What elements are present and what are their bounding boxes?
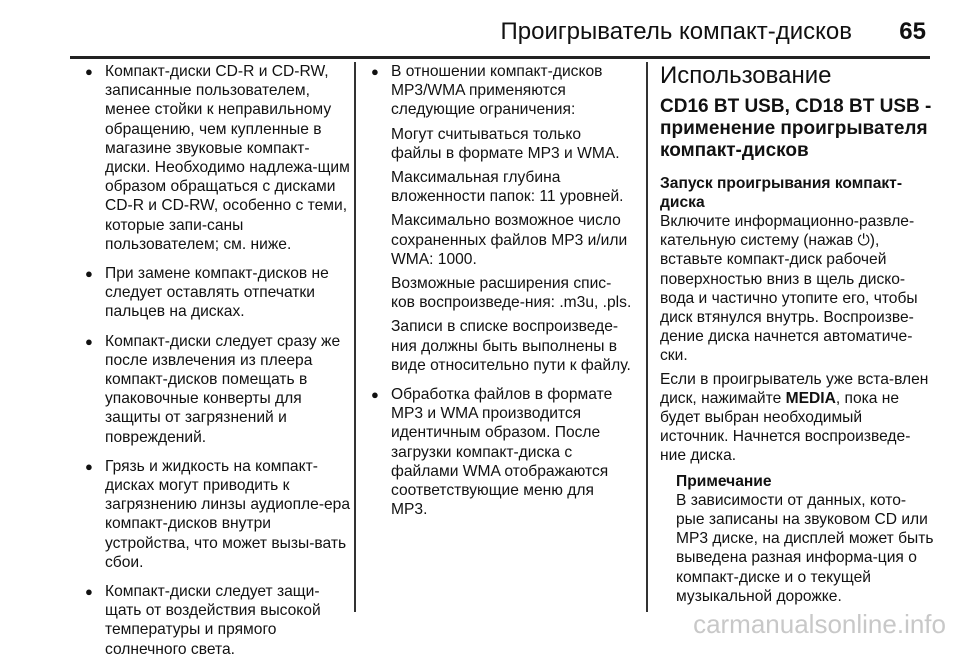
restriction-formats: Могут считываться только файлы в формате MP3 и WMA. bbox=[391, 125, 620, 162]
page-title: Проигрыватель компакт-дисков bbox=[500, 18, 852, 45]
restriction-folder-depth: Максимальная глубина вложенности папок: 11 уровней. bbox=[391, 169, 624, 206]
page-header bbox=[0, 0, 960, 60]
list-item: ● При замене компакт-дисков не следует оставлять отпечатки пальцев на дисках. bbox=[84, 264, 354, 322]
column-1 bbox=[84, 62, 354, 658]
column-divider bbox=[646, 62, 648, 612]
mp3-bullet-list bbox=[370, 62, 632, 519]
list-item: ● Обработка файлов в формате MP3 и WMA производится идентичным образом. После загрузки компакт-диска с файлами WMA отображаются соответствующие меню для MP3. bbox=[370, 385, 632, 519]
care-bullet-list bbox=[84, 62, 354, 659]
start-playback-paragraph: Включите информационно-развле-кательную систему (нажав ⏻), вставьте компакт-диск рабочей поверхностью вниз в щель диско-вода и частично утопите его, чтобы диск втянулся внутрь. Воспроизве-дение диска начнется автоматиче-ски. bbox=[660, 213, 918, 365]
note-title: Примечание bbox=[676, 472, 772, 490]
restriction-file-count: Максимально возможное число сохраненных файлов MP3 и/или WMA: 1000. bbox=[391, 212, 628, 268]
restriction-playlist-paths: Записи в списке воспроизведе-ния должны быть выполнены в виде относительно пути к файлу. bbox=[391, 318, 631, 374]
list-item: ● Компакт-диски CD-R и CD-RW, записанные пользователем, менее стойки к неправильному обращению, чем купленные в магазине звуковые компакт-диски. Необходимо надлежа-щим образом обращаться с дисками CD-R и CD-RW, особенно с теми, которые запи-саны пользователем; см. ниже. bbox=[84, 62, 354, 254]
media-text-before: Если в проигрыватель уже вста-влен диск, нажимайте bbox=[660, 370, 929, 407]
list-item bbox=[370, 62, 632, 375]
column-divider bbox=[354, 62, 356, 612]
list-item: ● Компакт-диски следует защи-щать от воздействия высокой температуры и прямого солнечного света. bbox=[84, 582, 354, 659]
media-paragraph bbox=[660, 370, 934, 466]
header-rule bbox=[70, 56, 930, 59]
note-box bbox=[660, 472, 934, 606]
watermark: carmanualsonline.info bbox=[693, 609, 946, 639]
media-text-after: , пока не будет выбран необходимый источник. Начнется воспроизведе-ние диска. bbox=[660, 389, 911, 465]
section-subtitle: CD16 BT USB, CD18 BT USB - применение проигрывателя компакт-дисков bbox=[660, 96, 932, 161]
restriction-playlist-ext: Возможные расширения спис-ков воспроизведе-ния: .m3u, .pls. bbox=[391, 275, 632, 312]
column-2 bbox=[370, 62, 632, 612]
note-text: В зависимости от данных, кото-рые записаны на звуковом CD или MP3 диске, на дисплей может быть выведена разная информа-ция о компакт-диске и о текущей музыкальной дорожке. bbox=[676, 491, 934, 605]
restrictions-intro: ● В отношении компакт-дисков MP3/WMA применяются следующие ограничения: bbox=[391, 63, 603, 119]
subsection-heading: Запуск проигрывания компакт-диска bbox=[660, 175, 903, 211]
media-button-label: MEDIA bbox=[785, 389, 836, 407]
page-number: 65 bbox=[899, 18, 926, 45]
column-3 bbox=[660, 62, 934, 612]
section-title: Использование bbox=[660, 62, 832, 89]
list-item: ● Компакт-диски следует сразу же после извлечения из плеера компакт-дисков помещать в упаковочные конверты для защиты от загрязнений и повреждений. bbox=[84, 332, 354, 447]
list-item: ● Грязь и жидкость на компакт-дисках могут приводить к загрязнению линзы аудиопле-ера компакт-дисков внутри устройства, что может вызы-вать сбои. bbox=[84, 457, 354, 572]
